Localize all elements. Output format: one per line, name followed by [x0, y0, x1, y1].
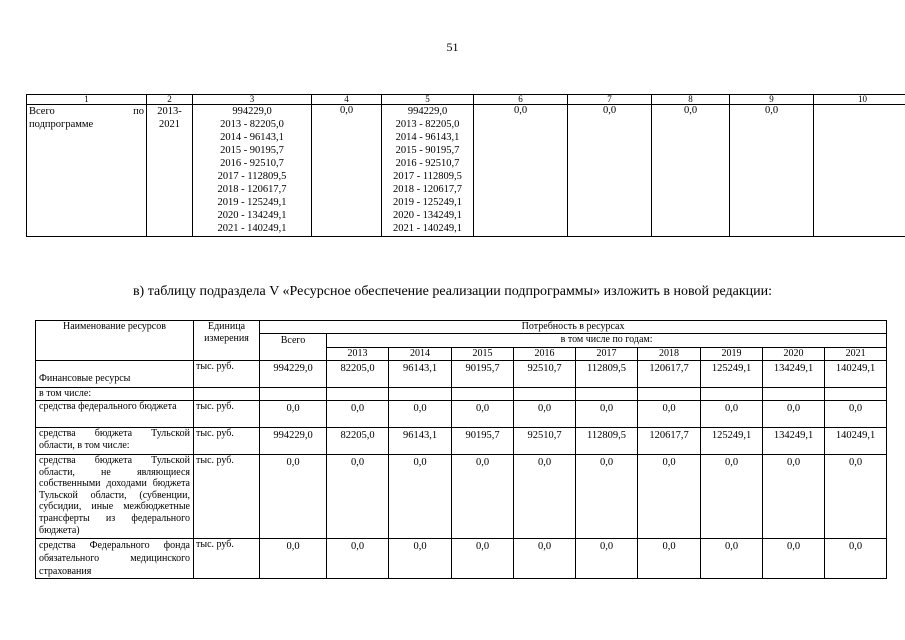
col3-line: 2014 - 96143,1: [220, 132, 284, 143]
row-unit: тыс. руб.: [194, 428, 260, 455]
row-value: 112809,5: [576, 428, 638, 455]
col5-line: 2016 - 92510,7: [395, 158, 460, 169]
row-value: 0,0: [389, 539, 452, 579]
col5-values: [382, 105, 474, 237]
row-unit: тыс. руб.: [194, 401, 260, 428]
row-value: 140249,1: [825, 361, 887, 388]
col3-line: 2015 - 90195,7: [220, 145, 284, 156]
by-years-header: в том числе по годам:: [327, 334, 887, 348]
row-value: 140249,1: [825, 428, 887, 455]
row-value: [763, 388, 825, 401]
row-name-part: Всего: [29, 106, 55, 117]
row-label: средства федерального бюджета: [36, 401, 194, 428]
header-row-1: [36, 321, 887, 334]
col-number-8: 8: [652, 95, 730, 105]
year-2018: 2018: [638, 348, 701, 361]
row-name: [27, 105, 147, 237]
year-2016: 2016: [514, 348, 576, 361]
col3-line: 2016 - 92510,7: [220, 158, 284, 169]
col7-value: 0,0: [568, 105, 652, 237]
row-unit: тыс. руб.: [194, 361, 260, 388]
table-row: [36, 361, 887, 388]
row-value: 92510,7: [514, 361, 576, 388]
column-number-row: [27, 95, 905, 105]
row-value: 0,0: [825, 401, 887, 428]
row-unit: тыс. руб.: [194, 455, 260, 539]
row-value: 96143,1: [389, 428, 452, 455]
col5-line: 2021 - 140249,1: [392, 223, 463, 234]
row-value: 0,0: [701, 455, 763, 539]
col-number-3: 3: [193, 95, 312, 105]
col5-line: 2020 - 134249,1: [392, 210, 463, 221]
resource-name-header: Наименование ресурсов: [36, 321, 194, 361]
total-header: Всего: [260, 334, 327, 361]
col10-value: [814, 105, 905, 237]
row-value: [701, 388, 763, 401]
row-value: 0,0: [638, 455, 701, 539]
col3-line: 2021 - 140249,1: [217, 223, 287, 234]
row-value: 0,0: [452, 401, 514, 428]
row-value: 0,0: [514, 455, 576, 539]
row-value: [825, 388, 887, 401]
period-end: 2021: [159, 119, 180, 130]
col3-line: 2020 - 134249,1: [217, 210, 287, 221]
col-number-5: 5: [382, 95, 474, 105]
row-value: 0,0: [825, 455, 887, 539]
col8-value: 0,0: [652, 105, 730, 237]
row-value: [327, 388, 389, 401]
row-total: 0,0: [260, 401, 327, 428]
col3-values: [193, 105, 312, 237]
subprogram-total-table: [26, 94, 905, 237]
row-total: 0,0: [260, 455, 327, 539]
col6-value: 0,0: [474, 105, 568, 237]
row-value: 0,0: [763, 539, 825, 579]
col5-line: 994229,0: [407, 106, 448, 117]
col5-line: 2015 - 90195,7: [395, 145, 460, 156]
row-label: средства бюджета Тульской области, в том числе:: [36, 428, 194, 455]
year-2015: 2015: [452, 348, 514, 361]
col-number-7: 7: [568, 95, 652, 105]
row-value: 0,0: [327, 539, 389, 579]
row-value: 0,0: [452, 455, 514, 539]
row-value: 0,0: [638, 539, 701, 579]
year-2014: 2014: [389, 348, 452, 361]
table-row: [36, 428, 887, 455]
row-label: Финансовые ресурсы: [36, 361, 194, 388]
row-value: 120617,7: [638, 361, 701, 388]
year-2020: 2020: [763, 348, 825, 361]
col5-line: 2014 - 96143,1: [395, 132, 460, 143]
col-number-6: 6: [474, 95, 568, 105]
row-value: 120617,7: [638, 428, 701, 455]
row-value: 0,0: [576, 455, 638, 539]
table-row: [36, 539, 887, 579]
col3-line: 994229,0: [232, 106, 272, 117]
row-total: 994229,0: [260, 361, 327, 388]
col9-value: 0,0: [730, 105, 814, 237]
row-value: 125249,1: [701, 361, 763, 388]
row-label: средства бюджета Тульской области, не являющиеся собственными доходами бюджета Тульской области, (субвенции, субсидии, иные межбюджетные трансферты из федерального бюджета): [36, 455, 194, 539]
col5-line: 2019 - 125249,1: [392, 197, 463, 208]
row-value: 0,0: [327, 455, 389, 539]
row-value: 0,0: [763, 401, 825, 428]
col-number-2: 2: [147, 95, 193, 105]
row-value: 0,0: [389, 455, 452, 539]
row-value: 0,0: [701, 539, 763, 579]
row-value: 0,0: [514, 539, 576, 579]
table-row: [36, 401, 887, 428]
row-value: [514, 388, 576, 401]
col-number-4: 4: [312, 95, 382, 105]
row-value: 90195,7: [452, 428, 514, 455]
page-number: 51: [446, 40, 459, 54]
table-row: [27, 105, 905, 237]
row-name-part: по: [133, 106, 144, 117]
row-value: 82205,0: [327, 428, 389, 455]
row-period: [147, 105, 193, 237]
year-2021: 2021: [825, 348, 887, 361]
row-value: 125249,1: [701, 428, 763, 455]
row-value: 0,0: [576, 539, 638, 579]
col5-line: 2013 - 82205,0: [395, 119, 460, 130]
col3-line: 2019 - 125249,1: [217, 197, 287, 208]
col3-line: 2017 - 112809,5: [217, 171, 287, 182]
row-value: 0,0: [701, 401, 763, 428]
row-value: 134249,1: [763, 428, 825, 455]
row-value: [576, 388, 638, 401]
row-value: 134249,1: [763, 361, 825, 388]
row-value: 0,0: [576, 401, 638, 428]
row-total: 994229,0: [260, 428, 327, 455]
year-2017: 2017: [576, 348, 638, 361]
need-header: Потребность в ресурсах: [260, 321, 887, 334]
row-total: [260, 388, 327, 401]
row-value: 0,0: [452, 539, 514, 579]
col4-value: 0,0: [312, 105, 382, 237]
col-number-10: 10: [814, 95, 905, 105]
row-value: 0,0: [389, 401, 452, 428]
unit-header: Единица измерения: [194, 321, 260, 361]
row-value: 0,0: [763, 455, 825, 539]
section-instruction: в) таблицу подраздела V «Ресурсное обеспечение реализации подпрограммы» изложить в новой редакции:: [132, 284, 773, 299]
col-number-9: 9: [730, 95, 814, 105]
row-value: 82205,0: [327, 361, 389, 388]
row-value: 0,0: [327, 401, 389, 428]
year-2013: 2013: [327, 348, 389, 361]
row-value: 0,0: [514, 401, 576, 428]
row-unit: [194, 388, 260, 401]
row-value: [638, 388, 701, 401]
row-value: [389, 388, 452, 401]
row-value: 112809,5: [576, 361, 638, 388]
resource-table: [35, 320, 887, 579]
row-value: 92510,7: [514, 428, 576, 455]
year-2019: 2019: [701, 348, 763, 361]
col5-line: 2018 - 120617,7: [392, 184, 463, 195]
row-value: 96143,1: [389, 361, 452, 388]
table-row: [36, 455, 887, 539]
row-total: 0,0: [260, 539, 327, 579]
col3-line: 2018 - 120617,7: [217, 184, 287, 195]
row-value: 90195,7: [452, 361, 514, 388]
row-value: 0,0: [825, 539, 887, 579]
period-start: 2013-: [157, 106, 182, 117]
col3-line: 2013 - 82205,0: [220, 119, 284, 130]
row-value: [452, 388, 514, 401]
col5-line: 2017 - 112809,5: [393, 171, 462, 182]
row-label: средства Федерального фонда обязательного медицинского страхования: [36, 539, 194, 579]
row-name-part: подпрограмме: [29, 119, 94, 130]
row-label: в том числе:: [36, 388, 194, 401]
col-number-1: 1: [27, 95, 147, 105]
row-value: 0,0: [638, 401, 701, 428]
row-unit: тыс. руб.: [194, 539, 260, 579]
table-row: [36, 388, 887, 401]
